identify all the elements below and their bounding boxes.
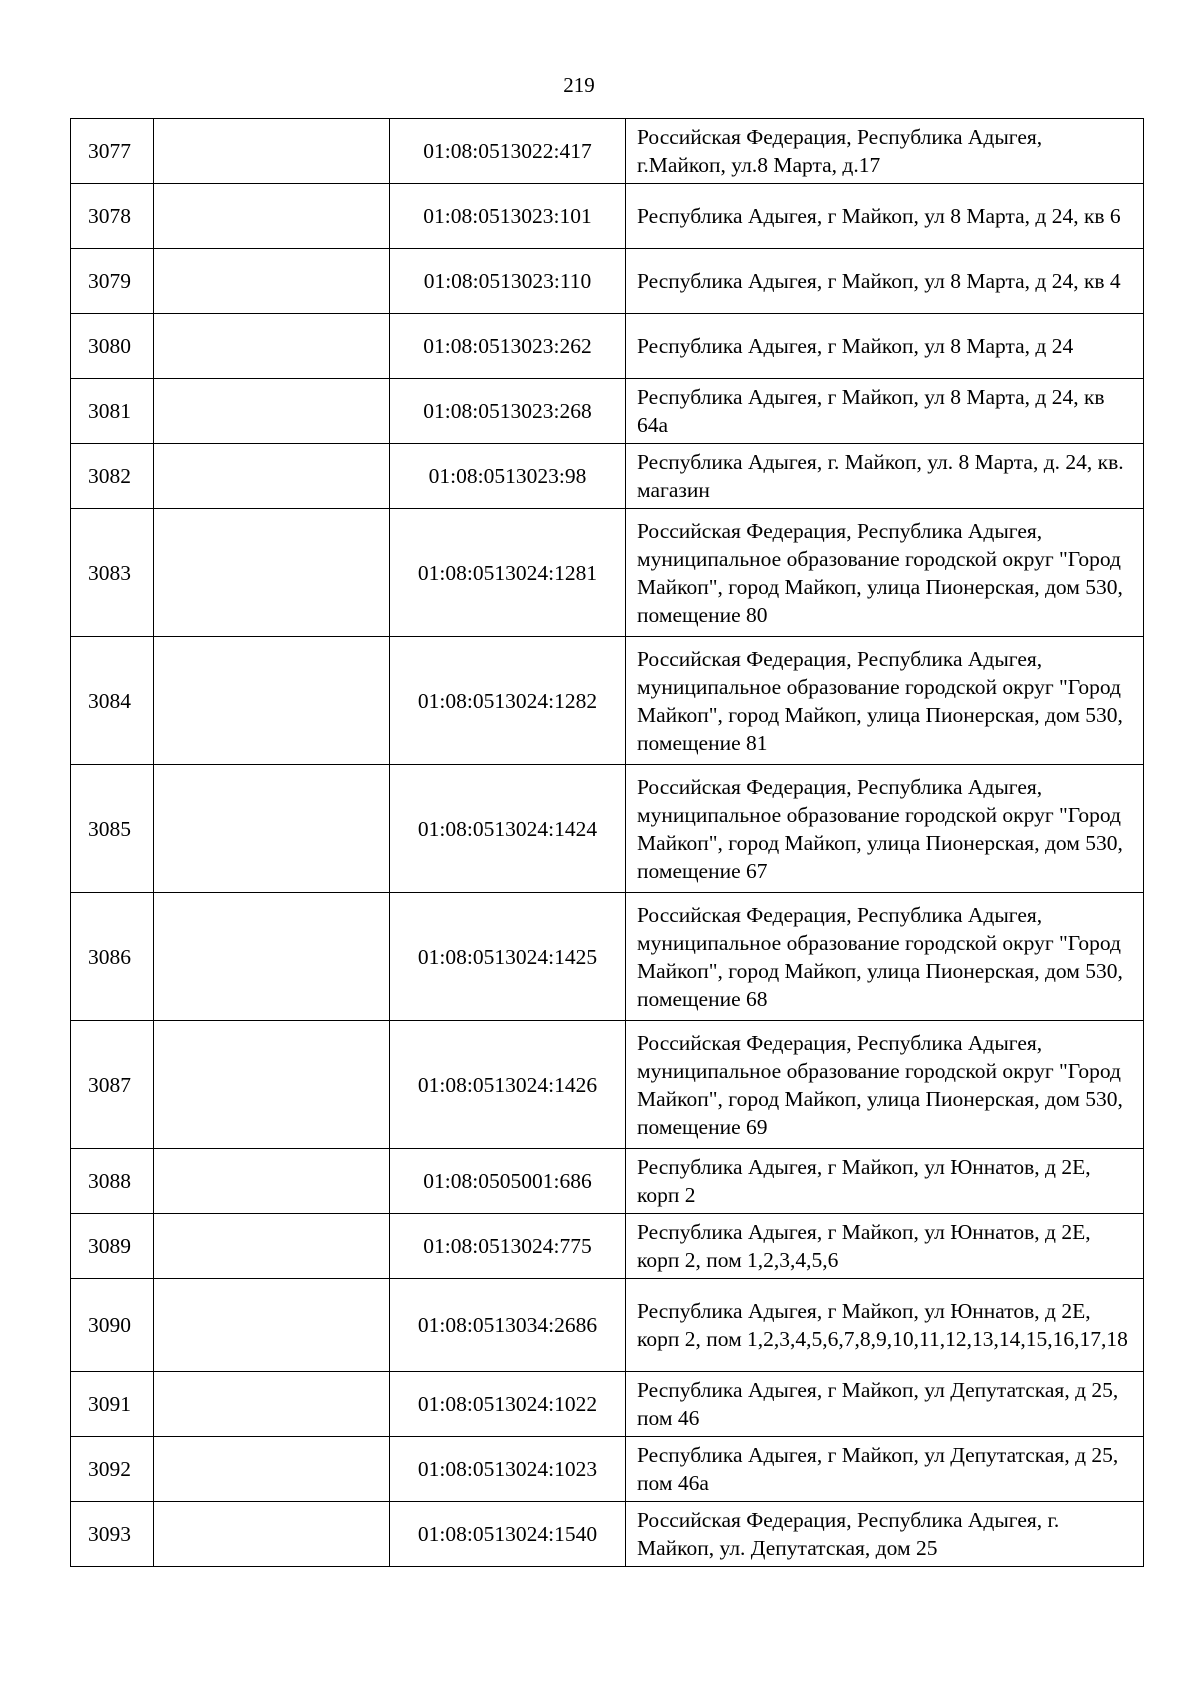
table-row — [71, 444, 1144, 509]
row-number: 3082 — [71, 444, 154, 509]
table-row — [71, 893, 1144, 1021]
table-row — [71, 1437, 1144, 1502]
object-address: Российская Федерация, Республика Адыгея, муниципальное образование городской округ "Город Майкоп", город Майкоп, улица Пионерская, дом 530, помещение 67 — [626, 765, 1144, 893]
row-number: 3090 — [71, 1279, 154, 1372]
object-name — [154, 765, 390, 893]
object-name — [154, 119, 390, 184]
cadastral-number: 01:08:0513024:1425 — [390, 893, 626, 1021]
cadastral-number: 01:08:0513023:110 — [390, 249, 626, 314]
row-number: 3091 — [71, 1372, 154, 1437]
page-number: 219 — [563, 73, 595, 97]
object-name — [154, 1214, 390, 1279]
row-number: 3079 — [71, 249, 154, 314]
registry-table — [70, 118, 1144, 1567]
object-name — [154, 379, 390, 444]
object-name — [154, 1502, 390, 1567]
cadastral-number: 01:08:0513024:1022 — [390, 1372, 626, 1437]
table-row — [71, 1279, 1144, 1372]
table-row — [71, 119, 1144, 184]
row-number: 3089 — [71, 1214, 154, 1279]
row-number: 3092 — [71, 1437, 154, 1502]
table-row — [71, 379, 1144, 444]
table-row — [71, 765, 1144, 893]
row-number: 3086 — [71, 893, 154, 1021]
object-address: Республика Адыгея, г Майкоп, ул Юннатов, д 2Е, корп 2 — [626, 1149, 1144, 1214]
object-address: Российская Федерация, Республика Адыгея, г. Майкоп, ул. Депутатская, дом 25 — [626, 1502, 1144, 1567]
row-number: 3077 — [71, 119, 154, 184]
cadastral-number: 01:08:0513024:1424 — [390, 765, 626, 893]
object-address: Российская Федерация, Республика Адыгея, г.Майкоп, ул.8 Марта, д.17 — [626, 119, 1144, 184]
object-address: Российская Федерация, Республика Адыгея, муниципальное образование городской округ "Город Майкоп", город Майкоп, улица Пионерская, дом 530, помещение 68 — [626, 893, 1144, 1021]
row-number: 3080 — [71, 314, 154, 379]
table-row — [71, 249, 1144, 314]
object-name — [154, 1437, 390, 1502]
table-row — [71, 1372, 1144, 1437]
table-row — [71, 1149, 1144, 1214]
object-address: Республика Адыгея, г Майкоп, ул 8 Марта, д 24, кв 6 — [626, 184, 1144, 249]
object-name — [154, 893, 390, 1021]
cadastral-number: 01:08:0513024:775 — [390, 1214, 626, 1279]
table-row — [71, 184, 1144, 249]
object-name — [154, 184, 390, 249]
table-row — [71, 637, 1144, 765]
object-name — [154, 1149, 390, 1214]
cadastral-number: 01:08:0513024:1540 — [390, 1502, 626, 1567]
row-number: 3084 — [71, 637, 154, 765]
cadastral-number: 01:08:0513034:2686 — [390, 1279, 626, 1372]
object-address: Российская Федерация, Республика Адыгея, муниципальное образование городской округ "Город Майкоп", город Майкоп, улица Пионерская, дом 530, помещение 81 — [626, 637, 1144, 765]
object-address: Республика Адыгея, г Майкоп, ул Депутатская, д 25, пом 46а — [626, 1437, 1144, 1502]
object-address: Российская Федерация, Республика Адыгея, муниципальное образование городской округ "Город Майкоп", город Майкоп, улица Пионерская, дом 530, помещение 69 — [626, 1021, 1144, 1149]
cadastral-number: 01:08:0513023:101 — [390, 184, 626, 249]
cadastral-number: 01:08:0513023:262 — [390, 314, 626, 379]
object-name — [154, 314, 390, 379]
table-row — [71, 509, 1144, 637]
object-name — [154, 1021, 390, 1149]
object-name — [154, 444, 390, 509]
row-number: 3093 — [71, 1502, 154, 1567]
cadastral-number: 01:08:0513023:98 — [390, 444, 626, 509]
cadastral-number: 01:08:0513024:1426 — [390, 1021, 626, 1149]
cadastral-number: 01:08:0513023:268 — [390, 379, 626, 444]
row-number: 3088 — [71, 1149, 154, 1214]
object-address: Республика Адыгея, г Майкоп, ул Юннатов, д 2Е, корп 2, пом 1,2,3,4,5,6,7,8,9,10,11,12,13,14,15,16,17,18 — [626, 1279, 1144, 1372]
row-number: 3083 — [71, 509, 154, 637]
object-address: Республика Адыгея, г Майкоп, ул 8 Марта, д 24 — [626, 314, 1144, 379]
object-address: Республика Адыгея, г Майкоп, ул 8 Марта, д 24, кв 4 — [626, 249, 1144, 314]
table-row — [71, 1021, 1144, 1149]
object-name — [154, 637, 390, 765]
row-number: 3085 — [71, 765, 154, 893]
table-row — [71, 314, 1144, 379]
object-name — [154, 509, 390, 637]
row-number: 3087 — [71, 1021, 154, 1149]
object-name — [154, 1279, 390, 1372]
table-row — [71, 1214, 1144, 1279]
table-row — [71, 1502, 1144, 1567]
cadastral-number: 01:08:0513022:417 — [390, 119, 626, 184]
object-name — [154, 249, 390, 314]
object-name — [154, 1372, 390, 1437]
row-number: 3078 — [71, 184, 154, 249]
row-number: 3081 — [71, 379, 154, 444]
cadastral-number: 01:08:0505001:686 — [390, 1149, 626, 1214]
object-address: Республика Адыгея, г Майкоп, ул Юннатов, д 2Е, корп 2, пом 1,2,3,4,5,6 — [626, 1214, 1144, 1279]
object-address: Республика Адыгея, г Майкоп, ул Депутатская, д 25, пом 46 — [626, 1372, 1144, 1437]
cadastral-number: 01:08:0513024:1282 — [390, 637, 626, 765]
object-address: Российская Федерация, Республика Адыгея, муниципальное образование городской округ "Город Майкоп", город Майкоп, улица Пионерская, дом 530, помещение 80 — [626, 509, 1144, 637]
cadastral-number: 01:08:0513024:1023 — [390, 1437, 626, 1502]
cadastral-number: 01:08:0513024:1281 — [390, 509, 626, 637]
object-address: Республика Адыгея, г Майкоп, ул 8 Марта, д 24, кв 64а — [626, 379, 1144, 444]
object-address: Республика Адыгея, г. Майкоп, ул. 8 Марта, д. 24, кв. магазин — [626, 444, 1144, 509]
